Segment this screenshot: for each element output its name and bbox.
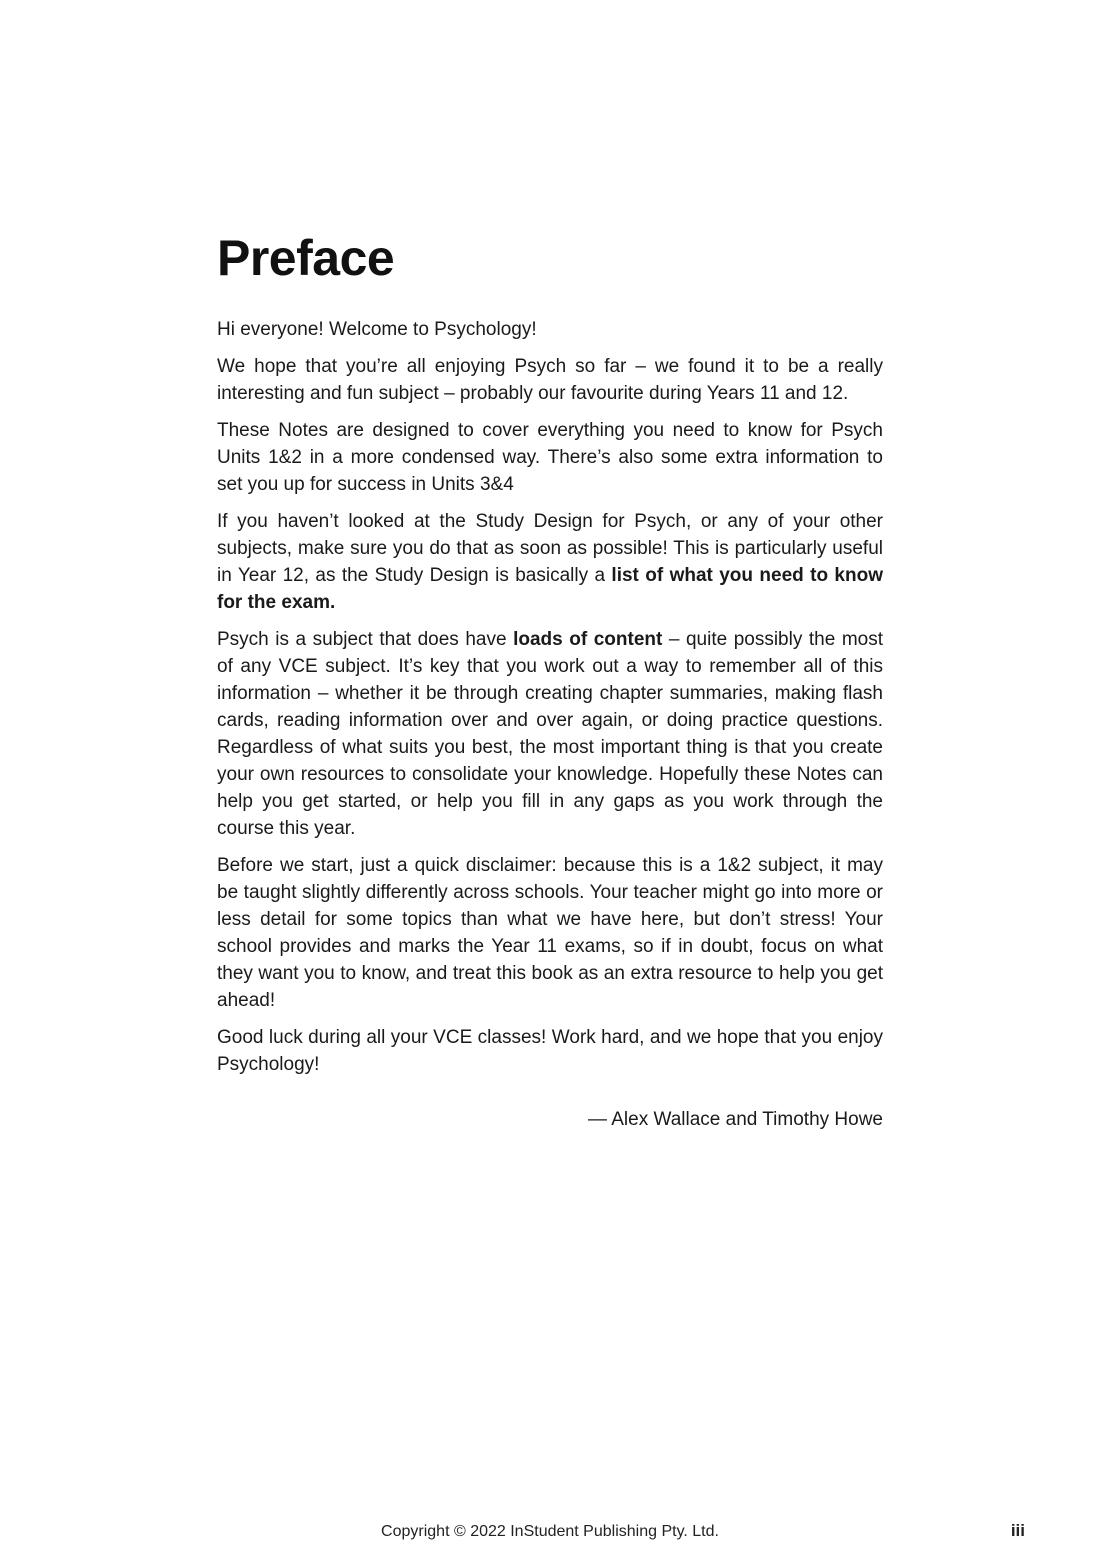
content-load-rest: – quite possibly the most of any VCE subject. It’s key that you work out a way to remember all of this information – whether it be through creating chapter summaries, making flash cards, reading information over and over again, or doing practice questions. Regardless of what suits you best, the most important thing is that you create your own resources to consolidate your knowledge. Hopefully these Notes can help you get started, or help you fill in any gaps as you work through the course this year. [217, 629, 884, 839]
paragraph-enjoying-psych: We hope that you’re all enjoying Psych so far – we found it to be a really interesting and fun subject – probably our favourite during Years 11 and 12. [217, 356, 883, 404]
content-load-emphasis: loads of content [513, 629, 663, 650]
copyright-footer: Copyright © 2022 InStudent Publishing Pty. Ltd. [381, 1523, 719, 1540]
content-load-intro: Psych is a subject that does have [217, 629, 514, 650]
author-signature: — Alex Wallace and Timothy Howe [588, 1109, 883, 1130]
page-title: Preface [217, 230, 395, 286]
paragraph-disclaimer: Before we start, just a quick disclaimer: because this is a 1&2 subject, it may be taught slightly differently across schools. Your teacher might go into more or less detail for some topics than what we have here, but don’t stress! Your school provides and marks the Year 11 exams, so if in doubt, focus on what they want you to know, and treat this book as an extra resource to help you get ahead! [217, 855, 883, 1011]
study-design-text: If you haven’t looked at the Study Design for Psych, or any of your other subjects, make sure you do that as soon as possible! This is particularly useful in Year 12, as the Study Design is basically a [217, 511, 883, 586]
paragraph-greeting: Hi everyone! Welcome to Psychology! [217, 319, 537, 340]
page-number: iii [1010, 1521, 1025, 1540]
paragraph-notes-purpose: These Notes are designed to cover everything you need to know for Psych Units 1&2 in a more condensed way. There’s also some extra information to set you up for success in Units 3&4 [217, 420, 883, 495]
preface-content [217, 228, 883, 1133]
paragraph-study-design [217, 508, 883, 616]
paragraph-good-luck: Good luck during all your VCE classes! Work hard, and we hope that you enjoy Psychology! [217, 1027, 883, 1075]
paragraph-content-load [217, 626, 883, 842]
study-design-emphasis: list of what you need to know for the exam. [217, 565, 883, 613]
